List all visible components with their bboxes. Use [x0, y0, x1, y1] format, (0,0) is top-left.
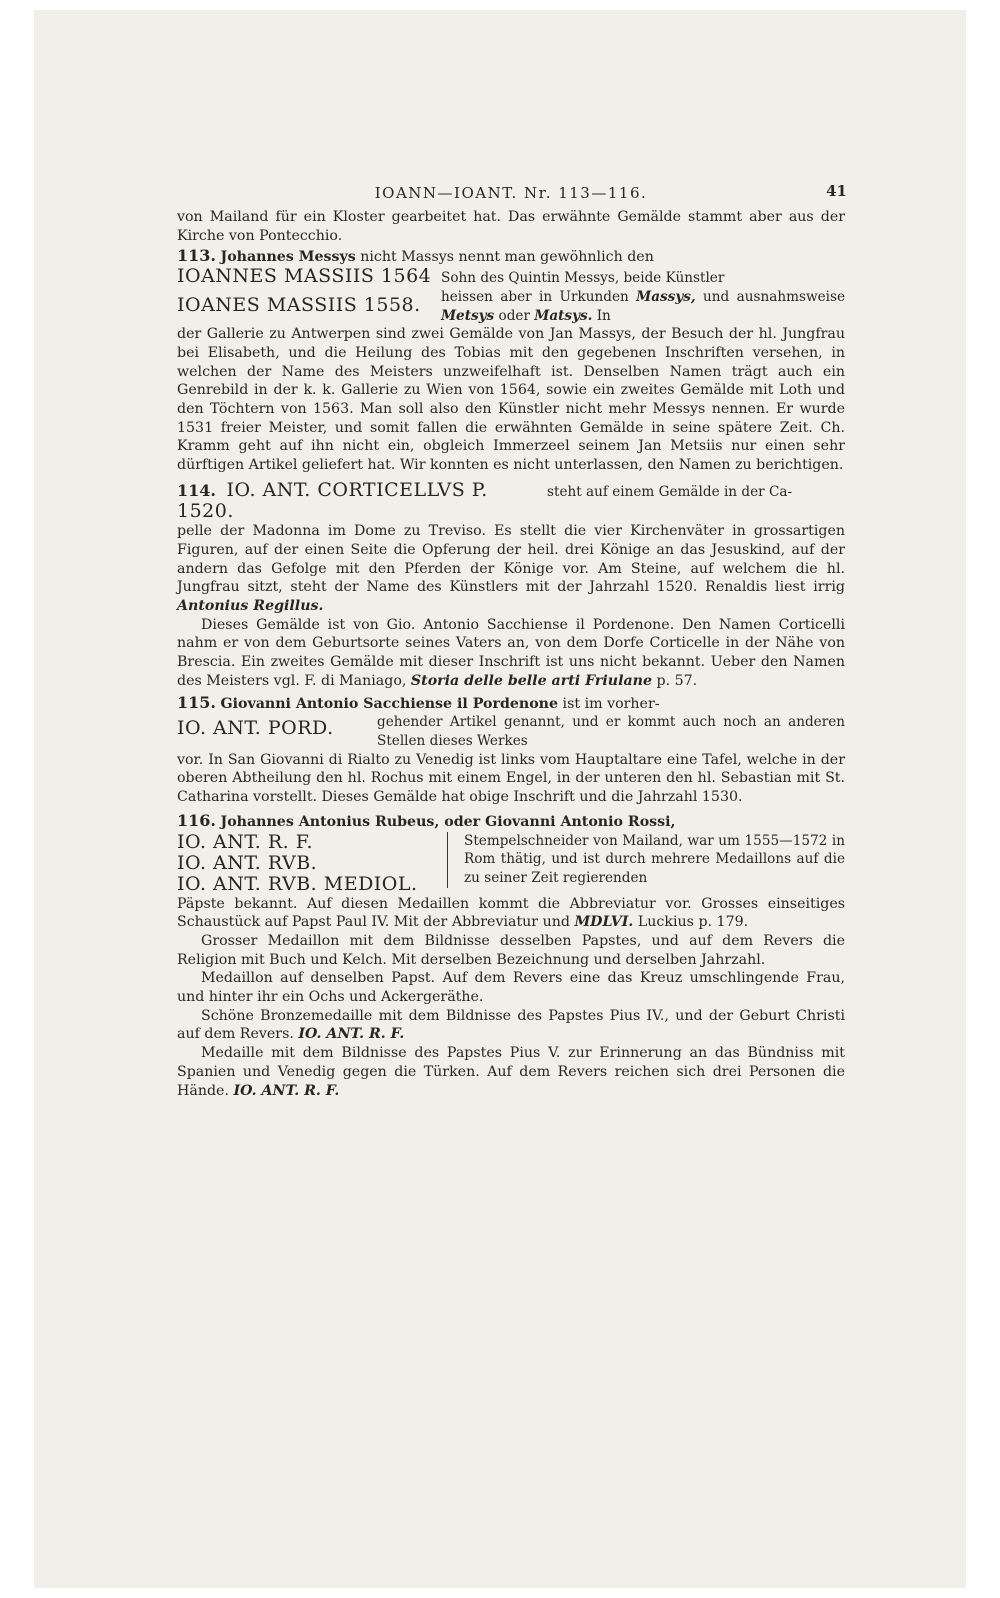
inscription-row: [177, 713, 845, 750]
entry-115-lead: [177, 694, 845, 714]
text-column: [177, 182, 845, 1100]
inscription: IOANNES MASSIIS 1564: [177, 265, 432, 288]
side-text-italic: Massys,: [636, 288, 696, 305]
entry-114-body: [177, 616, 845, 691]
inscription-side-text: steht auf einem Gemälde in der Ca-: [547, 483, 793, 500]
body-text-italic: Antonius Regillus.: [177, 598, 324, 615]
entry-name: Johannes Messys: [220, 249, 356, 266]
body-text-italic: IO. ANT. R. F.: [233, 1082, 340, 1099]
inscription: IO. ANT. PORD.: [177, 717, 334, 740]
body-text: Schöne Bronzemedaille mit dem Bildnisse des Papstes Pius IV., und der Geburt Christi auf dem Revers.: [177, 1007, 845, 1043]
side-text: heissen aber in Urkunden: [441, 288, 629, 305]
inscription-side-text: Stempelschneider von Mailand, war um 1555—1572 in Rom thätig, und ist durch mehrere Medaillons auf die zu seiner Zeit regierenden: [447, 832, 845, 888]
body-text: Medaille mit dem Bildnisse des Papstes Pius V. zur Erinnerung an das Bündniss mit Spanien und Venedig gegen die Türken. Auf dem Revers reichen sich drei Personen die Hände.: [177, 1045, 845, 1099]
body-text: Dieses Gemälde ist von Gio. Antonio Sacchiense il Pordenone. Den Namen Corticelli nahm er von dem Geburtsorte seines Vaters an, von dem Dorfe Corticelle in der Nähe von Brescia. Ein zweites Gemälde mit dieser Inschrift ist uns nicht bekannt. Ueber den Namen des Meisters vgl. F. di Maniago,: [177, 616, 845, 689]
side-text: oder: [498, 307, 530, 324]
inscription-group: [177, 832, 447, 895]
entry-115-body: vor. In San Giovanni di Rialto zu Venedig ist links vom Hauptaltare eine Tafel, welche in der oberen Abtheilung den hl. Rochus mit einem Engel, in der unteren den hl. Sebastian mit St. Catharina vorstellt. Dieses Gemälde hat obige Inschrift und die Jahrzahl 1530.: [177, 751, 845, 806]
entry-name: Johannes Antonius Rubeus, oder Giovanni Antonio Rossi,: [220, 813, 676, 830]
book-page: [34, 10, 966, 1588]
entry-lead-text: nicht Massys nennt man gewöhnlich den: [360, 249, 654, 266]
entry-114: [177, 478, 845, 691]
entry-head: [177, 478, 547, 522]
inscription: IO. ANT. CORTICELLVS P. 1520.: [177, 478, 488, 522]
body-text-italic: MDLVI.: [574, 914, 634, 931]
inscription: IO. ANT. RVB.: [177, 851, 318, 874]
body-text: Päpste bekannt. Auf diesen Medaillen kommt die Abbreviatur vor. Grosses einseitiges Schaustück auf Papst Paul IV. Mit der Abbreviatur und: [177, 895, 845, 931]
inscription-row: [177, 478, 845, 522]
side-text: und ausnahmsweise: [703, 288, 845, 305]
entry-116-body: [177, 1044, 845, 1100]
entry-116-lead: [177, 812, 845, 832]
entry-number: 115.: [177, 692, 216, 712]
entry-113: [177, 247, 845, 474]
inscription-row: [177, 288, 845, 325]
entry-116-body: [177, 1007, 845, 1044]
intro-paragraph: von Mailand für ein Kloster gearbeitet hat. Das erwähnte Gemälde stammt aber aus der Kirche von Pontecchio.: [177, 209, 845, 244]
body-text: Luckius p. 179.: [637, 914, 749, 931]
entry-115: [177, 694, 845, 807]
side-text: In: [596, 307, 611, 324]
body-text-italic: IO. ANT. R. F.: [298, 1026, 405, 1043]
entry-number: 113.: [177, 246, 216, 266]
inscription-row: [177, 267, 845, 288]
entry-116: [177, 812, 845, 1100]
side-text-italic: Metsys: [441, 307, 495, 324]
inscription-side-text: Sohn des Quintin Messys, beide Künstler: [441, 270, 725, 287]
inscription: IO. ANT. RVB. MEDIOL.: [177, 872, 418, 895]
book-title: Storia delle belle arti Friulane: [410, 672, 653, 689]
body-text: pelle der Madonna im Dome zu Treviso. Es stellt die vier Kirchenväter in grossartigen Figuren, auf der einen Seite die Opferung der heil. drei Könige an das Jesuskind, auf der andern das Gefolge mit den Pferden der Könige vor. Am Steine, auf welchem die hl. Jungfrau sitzt, steht der Name des Künstlers mit der Jahrzahl 1520. Renaldis liest irrig: [177, 523, 845, 596]
entry-116-body: Medaillon auf denselben Papst. Auf dem Revers eine das Kreuz umschlingende Frau, und hinter ihr ein Ochs und Ackergeräthe.: [177, 970, 845, 1006]
inscription: IO. ANT. R. F.: [177, 830, 314, 853]
side-text-italic: Matsys.: [534, 307, 593, 324]
page-number: 41: [826, 182, 847, 200]
entry-116-body: [177, 895, 845, 932]
entry-number: 116.: [177, 810, 216, 830]
running-title: IOANN—IOANT. Nr. 113—116.: [374, 183, 648, 202]
running-head: [177, 182, 845, 204]
inscription-side-text: [441, 288, 845, 325]
entry-113-body: der Gallerie zu Antwerpen sind zwei Gemälde von Jan Massys, der Besuch der hl. Jungfrau bei Elisabeth, und die Heilung des Tobias mit den gegebenen Inschriften versehen, in welchen der Name des Meisters unzweifelhaft ist. Denselben Namen trägt auch ein Genrebild in der k. k. Gallerie zu Wien von 1564, sowie ein zweites Gemälde mit Loth und den Töchtern von 1563. Man soll also den Künstler nicht mehr Messys nennen. Er wurde 1531 freier Meister, und somit fallen die erwähnten Gemälde in seine spätere Zeit. Ch. Kramm geht auf ihn nicht ein, obgleich Immerzeel seinem Jan Metsiis nur einen sehr dürftigen Artikel geliefert hat. Wir konnten es nicht unterlassen, den Namen zu berichtigen.: [177, 326, 845, 474]
body-text: p. 57.: [656, 672, 698, 689]
entry-116-body: Grosser Medaillon mit dem Bildnisse desselben Papstes, und auf dem Revers die Religion mit Buch und Kelch. Mit derselben Bezeichnung und derselben Jahrzahl.: [177, 932, 845, 968]
entry-114-body: [177, 522, 845, 616]
inscription: IOANES MASSIIS 1558.: [177, 293, 421, 316]
entry-name: Giovanni Antonio Sacchiense il Pordenone: [220, 695, 559, 712]
entry-lead-text: ist im vorher-: [562, 695, 660, 712]
inscription-side-text: gehender Artikel genannt, und er kommt auch noch an anderen Stellen dieses Werkes: [377, 714, 845, 749]
entry-number: 114.: [177, 480, 216, 500]
inscription-row: [177, 832, 845, 895]
